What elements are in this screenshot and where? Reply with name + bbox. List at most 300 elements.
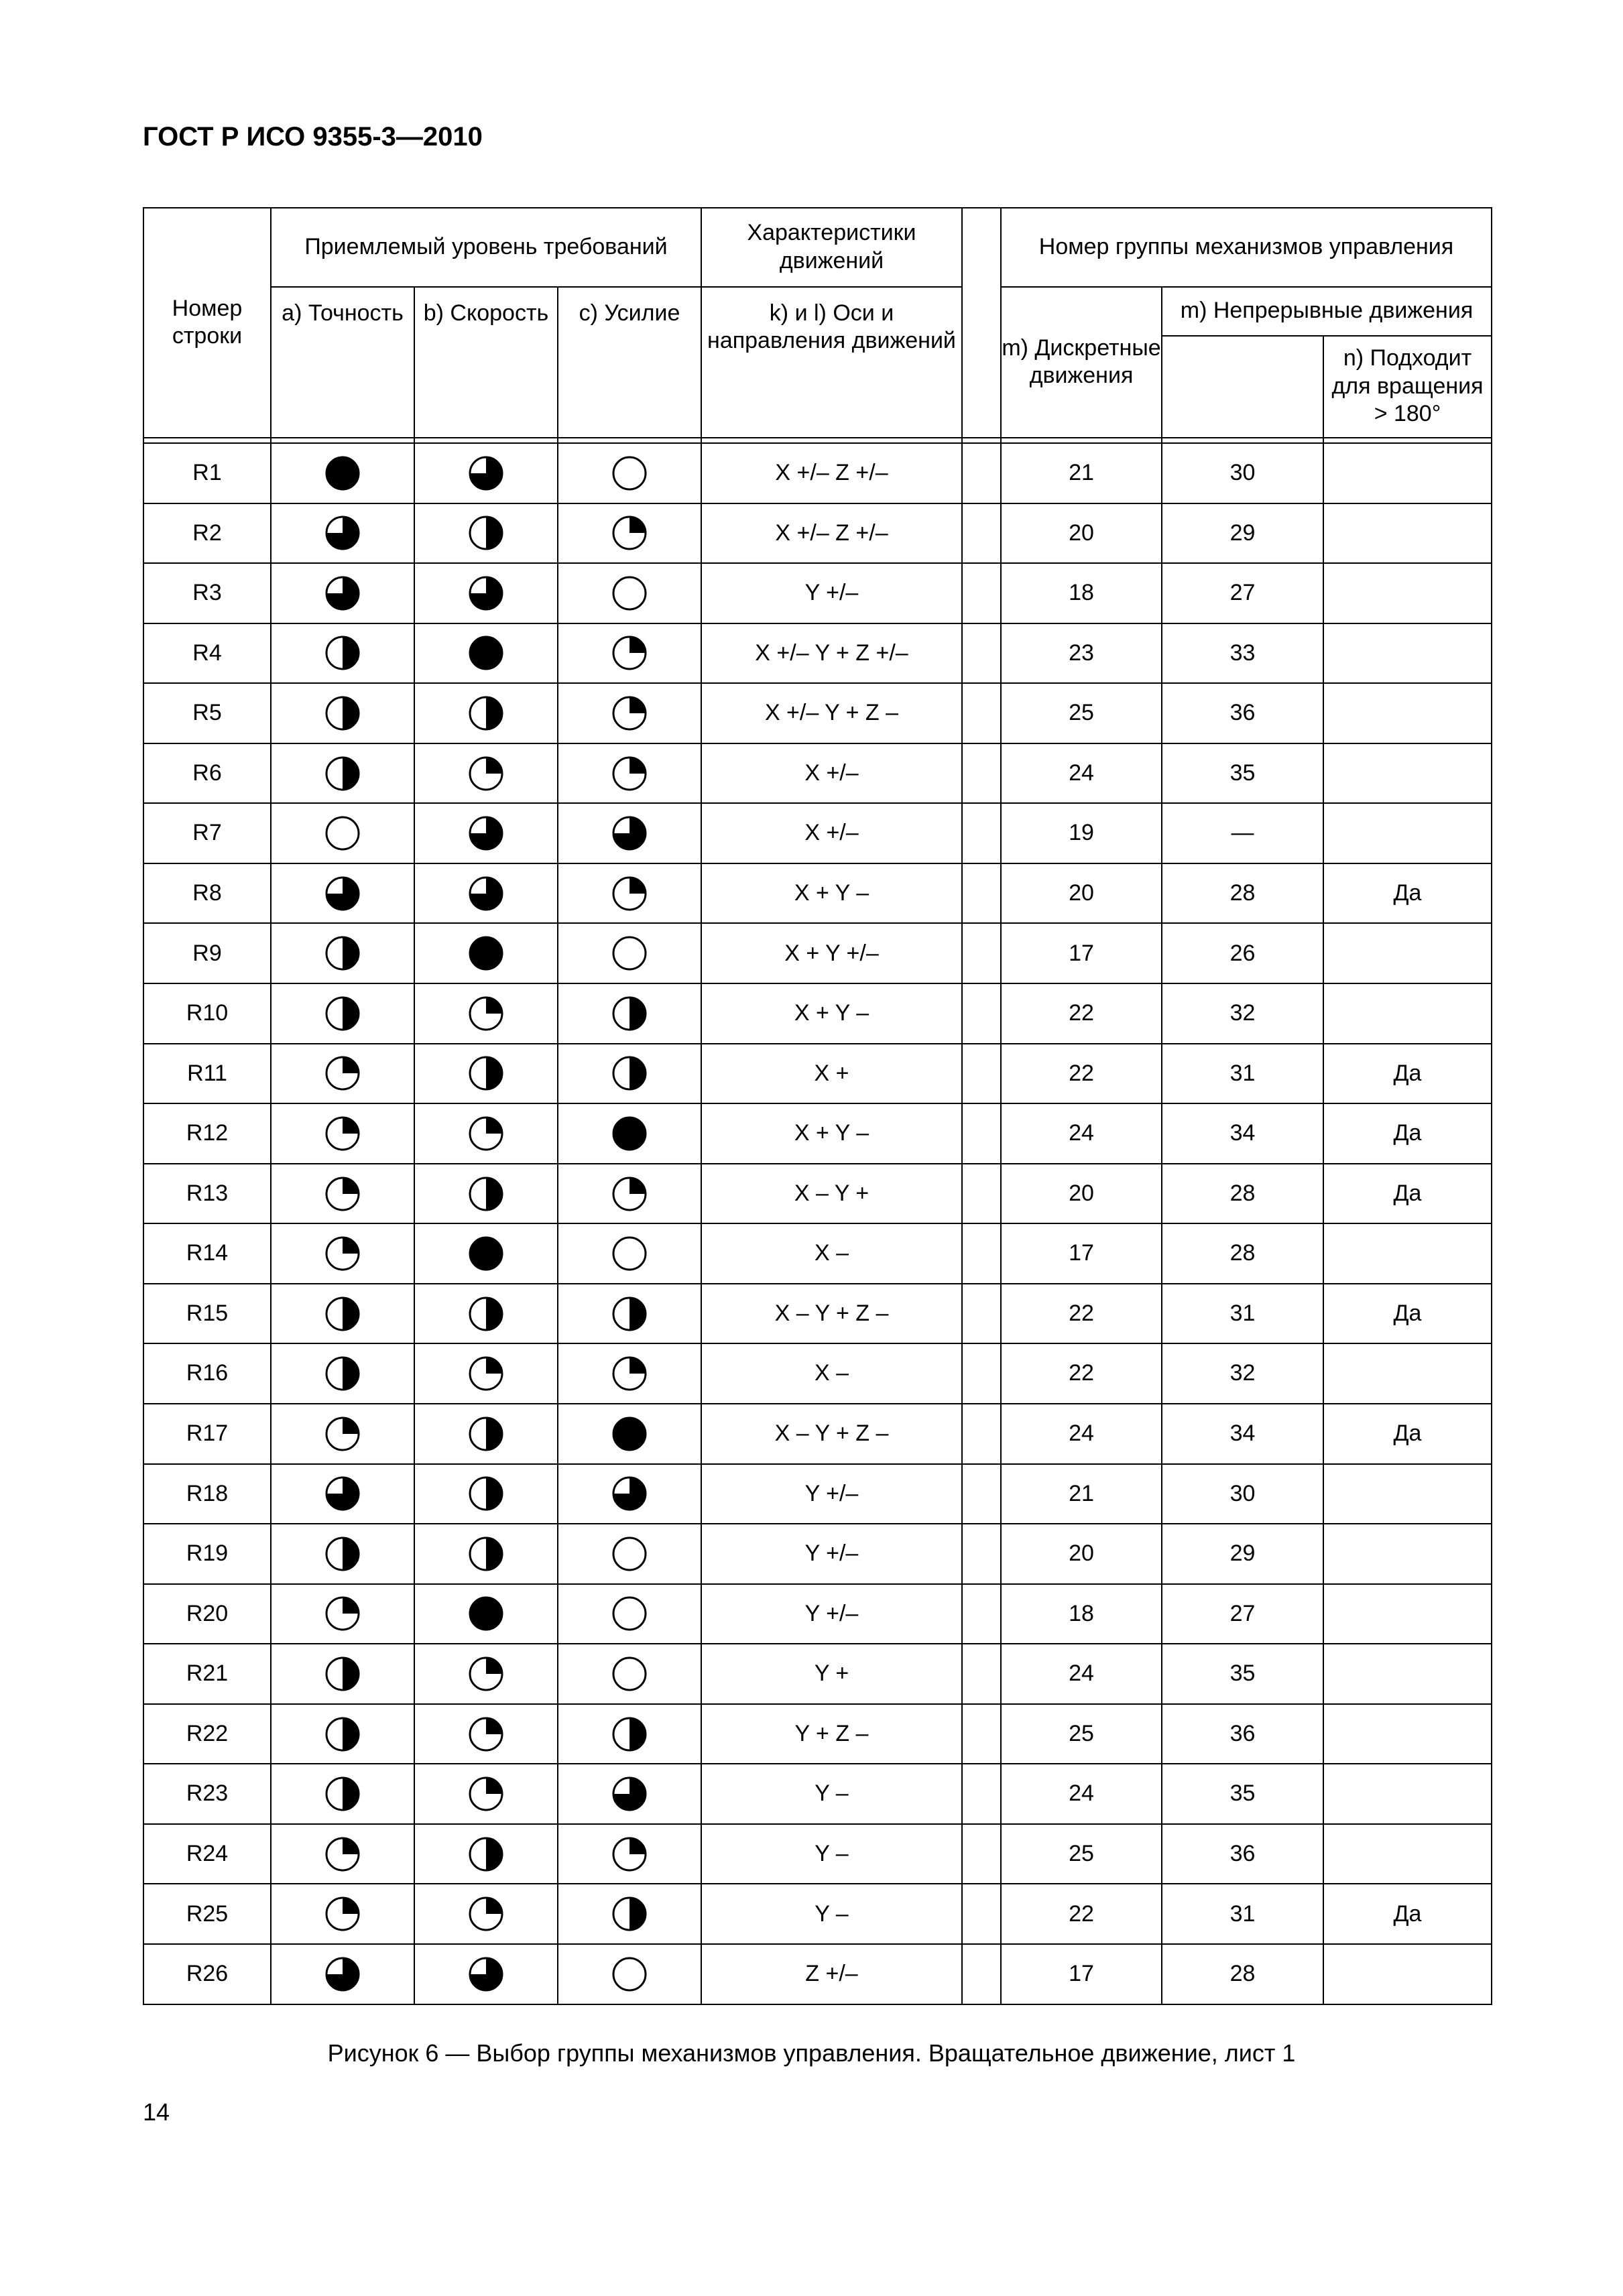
force-level-cell bbox=[558, 743, 701, 804]
rotation-cell bbox=[1323, 683, 1492, 743]
table-row bbox=[143, 803, 1492, 863]
discrete-group-cell: 24 bbox=[1001, 1644, 1162, 1704]
separator-cell bbox=[1162, 438, 1323, 443]
quarter-filled-circle-icon bbox=[323, 1414, 362, 1453]
accuracy-level-cell bbox=[271, 1764, 414, 1824]
half-filled-circle-icon bbox=[323, 1654, 362, 1693]
speed-level-cell bbox=[414, 443, 558, 503]
force-level-cell bbox=[558, 1824, 701, 1884]
table-row bbox=[143, 1824, 1492, 1884]
three-quarter-filled-circle-icon bbox=[323, 874, 362, 913]
rotation-cell: Да bbox=[1323, 1164, 1492, 1224]
continuous-group-cell: 26 bbox=[1162, 923, 1323, 983]
row-id-cell: R23 bbox=[143, 1764, 271, 1824]
rotation-cell bbox=[1323, 923, 1492, 983]
table-row bbox=[143, 563, 1492, 623]
rotation-cell: Да bbox=[1323, 1044, 1492, 1104]
accuracy-level-cell bbox=[271, 1284, 414, 1344]
separator-cell bbox=[1001, 438, 1162, 443]
table-row bbox=[143, 1044, 1492, 1104]
discrete-group-cell: 22 bbox=[1001, 1044, 1162, 1104]
half-filled-circle-icon bbox=[323, 1774, 362, 1813]
row-id-cell: R21 bbox=[143, 1644, 271, 1704]
quarter-filled-circle-icon bbox=[467, 1354, 505, 1393]
spacer-cell bbox=[962, 623, 1001, 684]
half-filled-circle-icon bbox=[467, 694, 505, 733]
three-quarter-filled-circle-icon bbox=[467, 454, 505, 493]
table-row bbox=[143, 1704, 1492, 1764]
speed-level-cell bbox=[414, 1343, 558, 1404]
quarter-filled-circle-icon bbox=[323, 1835, 362, 1874]
row-id-cell: R12 bbox=[143, 1103, 271, 1164]
spacer-cell bbox=[962, 1103, 1001, 1164]
row-id-cell: R8 bbox=[143, 863, 271, 924]
quarter-filled-circle-icon bbox=[610, 754, 649, 793]
speed-level-cell bbox=[414, 1884, 558, 1944]
empty-circle-icon bbox=[610, 454, 649, 493]
rotation-cell: Да bbox=[1323, 1103, 1492, 1164]
continuous-group-cell: 34 bbox=[1162, 1404, 1323, 1464]
row-id-cell: R10 bbox=[143, 983, 271, 1044]
discrete-group-cell: 22 bbox=[1001, 1343, 1162, 1404]
rotation-cell: Да bbox=[1323, 1884, 1492, 1944]
quarter-filled-circle-icon bbox=[610, 874, 649, 913]
discrete-group-cell: 24 bbox=[1001, 743, 1162, 804]
accuracy-level-cell bbox=[271, 1044, 414, 1104]
accuracy-level-cell bbox=[271, 1223, 414, 1284]
continuous-group-cell: 30 bbox=[1162, 1464, 1323, 1524]
speed-level-cell bbox=[414, 1103, 558, 1164]
axes-cell: Y +/– bbox=[701, 1464, 962, 1524]
row-id-cell: R13 bbox=[143, 1164, 271, 1224]
spacer-cell bbox=[962, 803, 1001, 863]
continuous-group-cell: 27 bbox=[1162, 563, 1323, 623]
accuracy-level-cell bbox=[271, 503, 414, 564]
header-force: c) Усилие bbox=[558, 287, 701, 438]
rotation-cell bbox=[1323, 623, 1492, 684]
axes-cell: Y + bbox=[701, 1644, 962, 1704]
separator-cell bbox=[701, 438, 962, 443]
row-id-cell: R25 bbox=[143, 1884, 271, 1944]
spacer-cell bbox=[962, 1044, 1001, 1104]
rotation-cell bbox=[1323, 563, 1492, 623]
axes-cell: Y – bbox=[701, 1824, 962, 1884]
discrete-group-cell: 25 bbox=[1001, 683, 1162, 743]
half-filled-circle-icon bbox=[467, 1294, 505, 1333]
force-level-cell bbox=[558, 1524, 701, 1584]
full-filled-circle-icon bbox=[467, 934, 505, 973]
force-level-cell bbox=[558, 1584, 701, 1644]
half-filled-circle-icon bbox=[467, 1534, 505, 1573]
speed-level-cell bbox=[414, 803, 558, 863]
speed-level-cell bbox=[414, 1524, 558, 1584]
discrete-group-cell: 25 bbox=[1001, 1704, 1162, 1764]
spacer-cell bbox=[962, 1164, 1001, 1224]
axes-cell: Y +/– bbox=[701, 1584, 962, 1644]
speed-level-cell bbox=[414, 683, 558, 743]
spacer-cell bbox=[962, 503, 1001, 564]
spacer-cell bbox=[962, 1404, 1001, 1464]
half-filled-circle-icon bbox=[323, 1294, 362, 1333]
force-level-cell bbox=[558, 1223, 701, 1284]
speed-level-cell bbox=[414, 1044, 558, 1104]
quarter-filled-circle-icon bbox=[610, 1174, 649, 1213]
continuous-group-cell: 28 bbox=[1162, 863, 1323, 924]
quarter-filled-circle-icon bbox=[323, 1174, 362, 1213]
row-id-cell: R19 bbox=[143, 1524, 271, 1584]
row-id-cell: R5 bbox=[143, 683, 271, 743]
axes-cell: Y +/– bbox=[701, 1524, 962, 1584]
accuracy-level-cell bbox=[271, 1824, 414, 1884]
full-filled-circle-icon bbox=[610, 1414, 649, 1453]
quarter-filled-circle-icon bbox=[323, 1594, 362, 1633]
discrete-group-cell: 22 bbox=[1001, 1884, 1162, 1944]
accuracy-level-cell bbox=[271, 743, 414, 804]
continuous-group-cell: 28 bbox=[1162, 1944, 1323, 2004]
continuous-group-cell: 32 bbox=[1162, 983, 1323, 1044]
rotation-cell bbox=[1323, 443, 1492, 503]
continuous-group-cell: 31 bbox=[1162, 1284, 1323, 1344]
table-row bbox=[143, 1223, 1492, 1284]
control-selection-table bbox=[143, 207, 1492, 2005]
table-row bbox=[143, 1103, 1492, 1164]
table-row bbox=[143, 683, 1492, 743]
header-accuracy: a) Точность bbox=[271, 287, 414, 438]
accuracy-level-cell bbox=[271, 1884, 414, 1944]
force-level-cell bbox=[558, 1944, 701, 2004]
discrete-group-cell: 23 bbox=[1001, 623, 1162, 684]
axes-cell: X +/– bbox=[701, 803, 962, 863]
three-quarter-filled-circle-icon bbox=[467, 814, 505, 853]
spacer-cell bbox=[962, 1644, 1001, 1704]
discrete-group-cell: 25 bbox=[1001, 1824, 1162, 1884]
quarter-filled-circle-icon bbox=[323, 1234, 362, 1273]
table-row bbox=[143, 1524, 1492, 1584]
quarter-filled-circle-icon bbox=[467, 1654, 505, 1693]
rotation-cell bbox=[1323, 1464, 1492, 1524]
quarter-filled-circle-icon bbox=[467, 1715, 505, 1754]
row-id-cell: R2 bbox=[143, 503, 271, 564]
empty-circle-icon bbox=[610, 574, 649, 613]
spacer-cell bbox=[962, 1524, 1001, 1584]
accuracy-level-cell bbox=[271, 1103, 414, 1164]
speed-level-cell bbox=[414, 863, 558, 924]
table-row bbox=[143, 1404, 1492, 1464]
table-row bbox=[143, 983, 1492, 1044]
axes-cell: X – bbox=[701, 1343, 962, 1404]
figure-caption: Рисунок 6 — Выбор группы механизмов управления. Вращательное движение, лист 1 bbox=[327, 2039, 1296, 2067]
half-filled-circle-icon bbox=[323, 1715, 362, 1754]
header-spacer-cell bbox=[962, 208, 1001, 438]
rotation-cell bbox=[1323, 1524, 1492, 1584]
table-row bbox=[143, 623, 1492, 684]
speed-level-cell bbox=[414, 923, 558, 983]
quarter-filled-circle-icon bbox=[323, 1054, 362, 1093]
table-row bbox=[143, 1343, 1492, 1404]
accuracy-level-cell bbox=[271, 1464, 414, 1524]
empty-circle-icon bbox=[610, 1654, 649, 1693]
continuous-group-cell: 36 bbox=[1162, 1704, 1323, 1764]
spacer-cell bbox=[962, 863, 1001, 924]
spacer-cell bbox=[962, 1944, 1001, 2004]
rotation-cell bbox=[1323, 1223, 1492, 1284]
continuous-group-cell: — bbox=[1162, 803, 1323, 863]
spacer-cell bbox=[962, 1284, 1001, 1344]
force-level-cell bbox=[558, 803, 701, 863]
spacer-cell bbox=[962, 683, 1001, 743]
axes-cell: X + bbox=[701, 1044, 962, 1104]
accuracy-level-cell bbox=[271, 1404, 414, 1464]
continuous-group-cell: 35 bbox=[1162, 1764, 1323, 1824]
force-level-cell bbox=[558, 1404, 701, 1464]
row-id-cell: R16 bbox=[143, 1343, 271, 1404]
speed-level-cell bbox=[414, 1164, 558, 1224]
axes-cell: X + Y – bbox=[701, 1103, 962, 1164]
accuracy-level-cell bbox=[271, 1343, 414, 1404]
speed-level-cell bbox=[414, 983, 558, 1044]
continuous-group-cell: 35 bbox=[1162, 743, 1323, 804]
force-level-cell bbox=[558, 1764, 701, 1824]
discrete-group-cell: 21 bbox=[1001, 1464, 1162, 1524]
document-header: ГОСТ Р ИСО 9355-3—2010 bbox=[143, 122, 483, 152]
discrete-group-cell: 17 bbox=[1001, 1944, 1162, 2004]
row-id-cell: R18 bbox=[143, 1464, 271, 1524]
empty-circle-icon bbox=[610, 934, 649, 973]
accuracy-level-cell bbox=[271, 1524, 414, 1584]
rotation-cell bbox=[1323, 743, 1492, 804]
continuous-group-cell: 30 bbox=[1162, 443, 1323, 503]
accuracy-level-cell bbox=[271, 1644, 414, 1704]
discrete-group-cell: 18 bbox=[1001, 563, 1162, 623]
spacer-cell bbox=[962, 1343, 1001, 1404]
row-id-cell: R24 bbox=[143, 1824, 271, 1884]
speed-level-cell bbox=[414, 1584, 558, 1644]
rotation-cell bbox=[1323, 503, 1492, 564]
accuracy-level-cell bbox=[271, 1944, 414, 2004]
spacer-cell bbox=[962, 1704, 1001, 1764]
row-id-cell: R4 bbox=[143, 623, 271, 684]
speed-level-cell bbox=[414, 1764, 558, 1824]
axes-cell: X +/– Z +/– bbox=[701, 443, 962, 503]
three-quarter-filled-circle-icon bbox=[323, 574, 362, 613]
half-filled-circle-icon bbox=[610, 994, 649, 1033]
half-filled-circle-icon bbox=[323, 694, 362, 733]
accuracy-level-cell bbox=[271, 623, 414, 684]
half-filled-circle-icon bbox=[610, 1294, 649, 1333]
axes-cell: X – bbox=[701, 1223, 962, 1284]
spacer-cell bbox=[962, 1464, 1001, 1524]
row-id-cell: R7 bbox=[143, 803, 271, 863]
continuous-group-cell: 33 bbox=[1162, 623, 1323, 684]
rotation-cell bbox=[1323, 1824, 1492, 1884]
separator-cell bbox=[271, 438, 414, 443]
discrete-group-cell: 20 bbox=[1001, 863, 1162, 924]
discrete-group-cell: 20 bbox=[1001, 503, 1162, 564]
discrete-group-cell: 22 bbox=[1001, 983, 1162, 1044]
table-row bbox=[143, 1944, 1492, 2004]
half-filled-circle-icon bbox=[323, 994, 362, 1033]
accuracy-level-cell bbox=[271, 683, 414, 743]
continuous-group-cell: 35 bbox=[1162, 1644, 1323, 1704]
speed-level-cell bbox=[414, 743, 558, 804]
header-motion-characteristics: Характеристики движений bbox=[701, 208, 962, 287]
axes-cell: Y + Z – bbox=[701, 1704, 962, 1764]
three-quarter-filled-circle-icon bbox=[323, 1474, 362, 1513]
spacer-cell bbox=[962, 1223, 1001, 1284]
rotation-cell: Да bbox=[1323, 1404, 1492, 1464]
axes-cell: Z +/– bbox=[701, 1944, 962, 2004]
rotation-cell bbox=[1323, 983, 1492, 1044]
accuracy-level-cell bbox=[271, 803, 414, 863]
continuous-group-cell: 29 bbox=[1162, 503, 1323, 564]
three-quarter-filled-circle-icon bbox=[323, 513, 362, 552]
force-level-cell bbox=[558, 1464, 701, 1524]
half-filled-circle-icon bbox=[467, 1835, 505, 1874]
separator-cell bbox=[1323, 438, 1492, 443]
page-number: 14 bbox=[143, 2098, 170, 2126]
empty-circle-icon bbox=[610, 1534, 649, 1573]
speed-level-cell bbox=[414, 1944, 558, 2004]
force-level-cell bbox=[558, 863, 701, 924]
discrete-group-cell: 24 bbox=[1001, 1103, 1162, 1164]
discrete-group-cell: 22 bbox=[1001, 1284, 1162, 1344]
force-level-cell bbox=[558, 1103, 701, 1164]
table-row bbox=[143, 1764, 1492, 1824]
force-level-cell bbox=[558, 683, 701, 743]
row-id-cell: R15 bbox=[143, 1284, 271, 1344]
table-row bbox=[143, 743, 1492, 804]
three-quarter-filled-circle-icon bbox=[467, 874, 505, 913]
full-filled-circle-icon bbox=[610, 1114, 649, 1153]
half-filled-circle-icon bbox=[323, 633, 362, 672]
quarter-filled-circle-icon bbox=[610, 1835, 649, 1874]
three-quarter-filled-circle-icon bbox=[610, 1774, 649, 1813]
axes-cell: Y +/– bbox=[701, 563, 962, 623]
quarter-filled-circle-icon bbox=[467, 754, 505, 793]
quarter-filled-circle-icon bbox=[467, 1114, 505, 1153]
force-level-cell bbox=[558, 623, 701, 684]
header-requirement-level: Приемлемый уровень требований bbox=[271, 208, 701, 287]
spacer-cell bbox=[962, 1584, 1001, 1644]
continuous-group-cell: 34 bbox=[1162, 1103, 1323, 1164]
row-id-cell: R3 bbox=[143, 563, 271, 623]
table-row bbox=[143, 1284, 1492, 1344]
force-level-cell bbox=[558, 1343, 701, 1404]
row-id-cell: R26 bbox=[143, 1944, 271, 2004]
axes-cell: Y – bbox=[701, 1884, 962, 1944]
three-quarter-filled-circle-icon bbox=[610, 814, 649, 853]
row-id-cell: R17 bbox=[143, 1404, 271, 1464]
force-level-cell bbox=[558, 443, 701, 503]
quarter-filled-circle-icon bbox=[323, 1114, 362, 1153]
axes-cell: X + Y – bbox=[701, 983, 962, 1044]
table-row bbox=[143, 1464, 1492, 1524]
table-row bbox=[143, 443, 1492, 503]
axes-cell: X + Y – bbox=[701, 863, 962, 924]
separator-cell bbox=[414, 438, 558, 443]
accuracy-level-cell bbox=[271, 443, 414, 503]
header-axes: k) и l) Оси и направления движений bbox=[701, 287, 962, 438]
accuracy-level-cell bbox=[271, 983, 414, 1044]
half-filled-circle-icon bbox=[467, 1414, 505, 1453]
discrete-group-cell: 21 bbox=[1001, 443, 1162, 503]
discrete-group-cell: 24 bbox=[1001, 1404, 1162, 1464]
continuous-group-cell: 29 bbox=[1162, 1524, 1323, 1584]
quarter-filled-circle-icon bbox=[467, 994, 505, 1033]
quarter-filled-circle-icon bbox=[610, 694, 649, 733]
force-level-cell bbox=[558, 923, 701, 983]
header-continuous-blank bbox=[1162, 336, 1323, 438]
speed-level-cell bbox=[414, 1223, 558, 1284]
half-filled-circle-icon bbox=[323, 754, 362, 793]
accuracy-level-cell bbox=[271, 1584, 414, 1644]
axes-cell: X +/– Y + Z +/– bbox=[701, 623, 962, 684]
force-level-cell bbox=[558, 1044, 701, 1104]
table-row bbox=[143, 1644, 1492, 1704]
rotation-cell: Да bbox=[1323, 863, 1492, 924]
quarter-filled-circle-icon bbox=[610, 513, 649, 552]
accuracy-level-cell bbox=[271, 923, 414, 983]
axes-cell: X +/– bbox=[701, 743, 962, 804]
accuracy-level-cell bbox=[271, 1164, 414, 1224]
header-discrete: m) Дискретные движения bbox=[1001, 287, 1162, 438]
half-filled-circle-icon bbox=[323, 934, 362, 973]
rotation-cell: Да bbox=[1323, 1284, 1492, 1344]
table-row bbox=[143, 1584, 1492, 1644]
force-level-cell bbox=[558, 503, 701, 564]
three-quarter-filled-circle-icon bbox=[610, 1474, 649, 1513]
rotation-cell bbox=[1323, 1764, 1492, 1824]
force-level-cell bbox=[558, 1644, 701, 1704]
rotation-cell bbox=[1323, 1584, 1492, 1644]
speed-level-cell bbox=[414, 1284, 558, 1344]
speed-level-cell bbox=[414, 503, 558, 564]
force-level-cell bbox=[558, 563, 701, 623]
quarter-filled-circle-icon bbox=[610, 633, 649, 672]
continuous-group-cell: 31 bbox=[1162, 1884, 1323, 1944]
header-group-number: Номер группы механизмов управления bbox=[1001, 208, 1492, 287]
row-id-cell: R9 bbox=[143, 923, 271, 983]
empty-circle-icon bbox=[610, 1594, 649, 1633]
discrete-group-cell: 18 bbox=[1001, 1584, 1162, 1644]
force-level-cell bbox=[558, 983, 701, 1044]
separator-cell bbox=[558, 438, 701, 443]
row-id-cell: R22 bbox=[143, 1704, 271, 1764]
half-filled-circle-icon bbox=[467, 1174, 505, 1213]
spacer-cell bbox=[962, 1884, 1001, 1944]
rotation-cell bbox=[1323, 1644, 1492, 1704]
row-id-cell: R11 bbox=[143, 1044, 271, 1104]
quarter-filled-circle-icon bbox=[467, 1894, 505, 1933]
quarter-filled-circle-icon bbox=[467, 1774, 505, 1813]
spacer-cell bbox=[962, 1824, 1001, 1884]
rotation-cell bbox=[1323, 1343, 1492, 1404]
quarter-filled-circle-icon bbox=[323, 1894, 362, 1933]
accuracy-level-cell bbox=[271, 863, 414, 924]
axes-cell: X +/– Z +/– bbox=[701, 503, 962, 564]
half-filled-circle-icon bbox=[610, 1054, 649, 1093]
row-id-cell: R1 bbox=[143, 443, 271, 503]
full-filled-circle-icon bbox=[323, 454, 362, 493]
speed-level-cell bbox=[414, 1824, 558, 1884]
force-level-cell bbox=[558, 1704, 701, 1764]
discrete-group-cell: 20 bbox=[1001, 1524, 1162, 1584]
header-continuous: m) Непрерывные движения bbox=[1162, 287, 1492, 336]
table-row bbox=[143, 923, 1492, 983]
continuous-group-cell: 28 bbox=[1162, 1223, 1323, 1284]
continuous-group-cell: 36 bbox=[1162, 1824, 1323, 1884]
empty-circle-icon bbox=[610, 1955, 649, 1994]
